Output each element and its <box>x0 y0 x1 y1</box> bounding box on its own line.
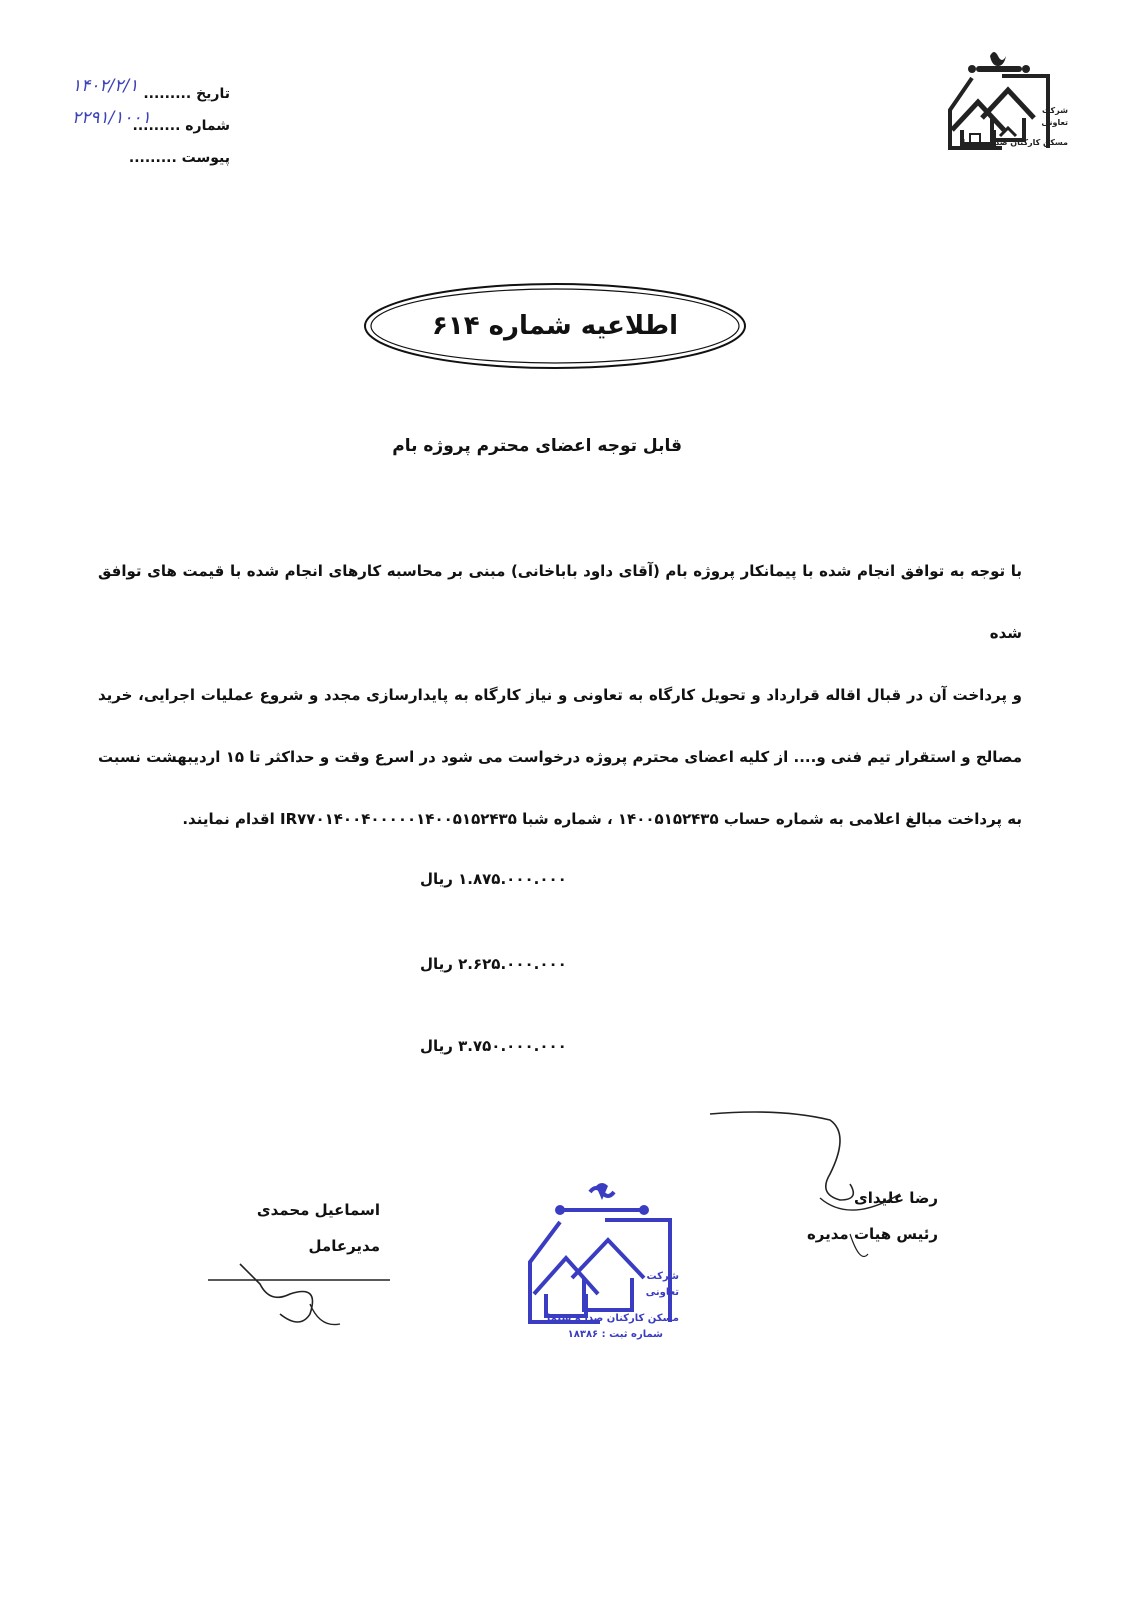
attachment-dots: ......... <box>128 150 177 166</box>
number-row <box>60 110 230 142</box>
chairman-title: رئیس هیات مدیره <box>806 1225 938 1243</box>
letter-meta-block <box>60 78 230 174</box>
stamp-text-company: شرکت <box>646 1271 679 1282</box>
attachment-label: پیوست <box>181 150 230 166</box>
unit-3-price: ۳.۷۵۰.۰۰۰.۰۰۰ ریال <box>420 1037 567 1055</box>
chairman-signature-scribble <box>700 1104 920 1264</box>
ceo-name: اسماعیل محمدی <box>256 1201 380 1219</box>
date-label: تاریخ <box>196 86 230 102</box>
notice-title: اطلاعیه شماره ۶۱۴ <box>431 311 679 341</box>
logo-text-type: تعاونی <box>1041 118 1068 127</box>
date-dots: ......... <box>143 86 192 102</box>
number-label: شماره <box>185 118 230 134</box>
stamp-text-name: مسکن کارکنان صدا و سیما <box>546 1313 679 1324</box>
logo-text-company: شرکت <box>1042 106 1068 115</box>
body-line-2: و پرداخت آن در قبال اقاله قرارداد و تحویل کارگاه به تعاونی و نیاز کارگاه به پایدارسازی مجدد و شروع عملیات اجرایی، خرید <box>98 686 1022 704</box>
ceo-title: مدیرعامل <box>308 1237 380 1255</box>
attachment-row <box>60 142 230 174</box>
ceo-signature-scribble <box>200 1244 400 1334</box>
body-line-1: با توجه به توافق انجام شده با پیمانکار پروژه بام (آقای داود باباخانی) مبنی بر محاسبه کارهای انجام شده با قیمت های توافق شده <box>98 562 1022 642</box>
notice-body <box>98 540 1022 850</box>
number-dots: ......... <box>132 118 181 134</box>
logo-text-name: مسکن کارکنان صدا و سیما <box>962 138 1068 147</box>
body-line-4: به پرداخت مبالغ اعلامی به شماره حساب ۱۴۰۰۵۱۵۲۴۳۵ ، شماره شبا IR۷۷۰۱۴۰۰۴۰۰۰۰۰۱۴۰۰۵۱۵۲۴۳۵ اقدام نمایند. <box>182 810 1022 828</box>
number-handwritten: ۲۲۹۱/۱۰۰۱ <box>72 108 151 128</box>
body-line-3: مصالح و استقرار تیم فنی و.... از کلیه اعضای محترم پروژه درخواست می شود در اسرع وقت و حداکثر تا ۱۵ اردیبهشت نسبت <box>98 748 1022 766</box>
unit-2-price: ۲.۶۲۵.۰۰۰.۰۰۰ ریال <box>420 955 567 973</box>
stamp-text-registration: شماره ثبت : ۱۸۳۸۶ <box>567 1329 663 1340</box>
company-stamp <box>520 1182 685 1350</box>
stamp-text-type: تعاونی <box>645 1287 679 1298</box>
notice-subtitle: قابل توجه اعضای محترم پروژه بام <box>392 436 682 456</box>
cooperative-logo <box>942 48 1072 160</box>
date-handwritten: ۱۴۰۲/۲/۱ <box>72 76 139 96</box>
unit-1-price: ۱.۸۷۵.۰۰۰.۰۰۰ ریال <box>420 870 567 888</box>
chairman-name: رضا علیدای <box>853 1189 938 1207</box>
